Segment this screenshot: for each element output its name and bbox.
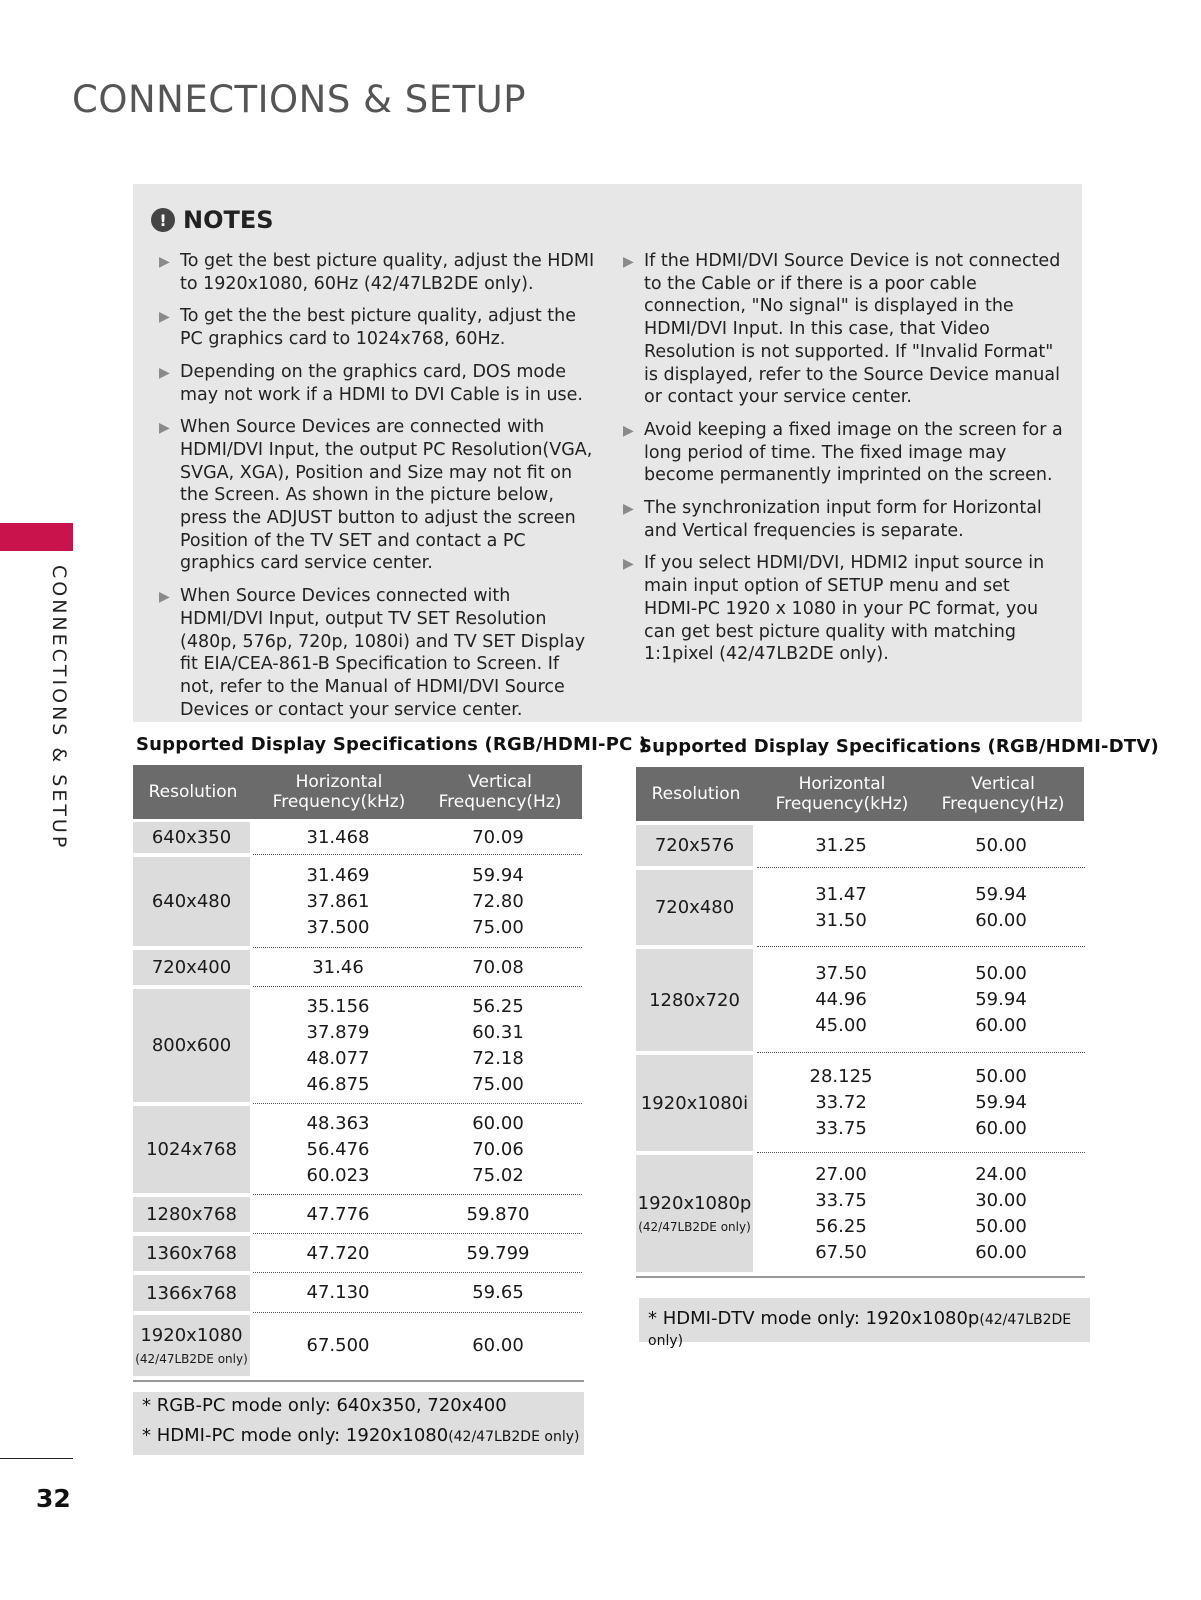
pc-table-caption: Supported Display Specifications (RGB/HDMI-PC ) bbox=[136, 734, 648, 755]
dtv-values-block bbox=[756, 823, 1086, 868]
pc-vertical-frequency: 60.00 70.06 75.02 bbox=[472, 1112, 524, 1186]
bullet-arrow-icon: ▶ bbox=[159, 364, 170, 381]
pc-resolution-cell bbox=[133, 1106, 250, 1193]
dtv-horizontal-frequency: 28.125 33.72 33.75 bbox=[809, 1066, 873, 1139]
pc-values-block bbox=[253, 987, 583, 1104]
pc-values-block bbox=[253, 855, 583, 948]
dtv-horizontal-frequency: 27.00 33.75 56.25 67.50 bbox=[815, 1163, 867, 1263]
pc-vertical-frequency: 59.870 bbox=[466, 1203, 530, 1225]
dtv-header-resolution: Resolution bbox=[651, 784, 741, 804]
pc-vertical-frequency: 59.65 bbox=[472, 1282, 524, 1303]
bullet-arrow-icon: ▶ bbox=[159, 254, 170, 270]
dtv-footnote-box bbox=[639, 1298, 1090, 1349]
dtv-header-horizontal-line1: Horizontal bbox=[798, 774, 886, 794]
pc-table-header bbox=[133, 765, 582, 819]
bullet-arrow-icon: ▶ bbox=[159, 589, 170, 606]
dtv-vertical-frequency: 50.00 bbox=[975, 834, 1027, 856]
dtv-resolution-cell bbox=[636, 1155, 753, 1272]
pc-resolution-cell bbox=[133, 1197, 250, 1232]
pc-resolution-label: 1366x768 bbox=[146, 1282, 237, 1304]
note-item bbox=[623, 419, 1063, 487]
notes-header bbox=[151, 206, 274, 234]
note-text: Avoid keeping a fixed image on the screen for a long period of time. The fixed image may become permanently imprinted on the screen. bbox=[644, 419, 1063, 486]
pc-resolution-cell bbox=[133, 950, 250, 985]
bullet-arrow-icon: ▶ bbox=[623, 501, 634, 518]
dtv-resolution-label: 720x480 bbox=[654, 897, 735, 918]
pc-vertical-frequency: 60.00 bbox=[472, 1334, 524, 1356]
dtv-footnote-model: (42/47LB2DE only) bbox=[648, 1312, 1072, 1349]
pc-horizontal-frequency: 48.363 56.476 60.023 bbox=[306, 1112, 370, 1186]
pc-header-horizontal-line1: Horizontal bbox=[295, 772, 383, 792]
pc-resolution-label: 640x350 bbox=[151, 827, 232, 848]
pc-header-vertical-line1: Vertical bbox=[468, 772, 532, 792]
pc-resolution-cell bbox=[133, 822, 250, 853]
dtv-resolution-label: 720x576 bbox=[654, 835, 735, 856]
pc-values-block bbox=[253, 948, 583, 987]
pc-values-block bbox=[253, 1234, 583, 1273]
pc-values-block bbox=[253, 1313, 583, 1378]
bullet-arrow-icon: ▶ bbox=[623, 422, 634, 439]
pc-values-block bbox=[253, 820, 583, 855]
dtv-footnote-main: * HDMI-DTV mode only: 1920x1080p bbox=[648, 1308, 980, 1329]
pc-horizontal-frequency: 31.468 bbox=[306, 826, 370, 848]
pc-resolution-label: 1360x768 bbox=[146, 1243, 237, 1264]
dtv-vertical-frequency: 50.00 59.94 60.00 bbox=[975, 963, 1027, 1036]
bullet-arrow-icon: ▶ bbox=[159, 420, 170, 437]
dtv-footnote bbox=[648, 1308, 1090, 1350]
pc-horizontal-frequency: 35.156 37.879 48.077 46.875 bbox=[306, 995, 370, 1095]
dtv-table-caption: Supported Display Specifications (RGB/HDMI-DTV) bbox=[639, 736, 1159, 757]
dtv-table-bottom-rule bbox=[636, 1276, 1085, 1278]
pc-vertical-frequency: 59.94 72.80 75.00 bbox=[472, 864, 524, 938]
notes-left-column bbox=[159, 250, 595, 731]
pc-header-horizontal bbox=[253, 772, 425, 812]
pc-footnote-box bbox=[133, 1392, 584, 1455]
pc-table-bottom-rule bbox=[133, 1380, 584, 1382]
pc-footnote-hdmi-model: (42/47LB2DE only) bbox=[448, 1429, 580, 1445]
page-title: CONNECTIONS & SETUP bbox=[72, 78, 527, 121]
pc-resolution-label: 720x400 bbox=[151, 957, 232, 978]
bullet-arrow-icon: ▶ bbox=[623, 254, 634, 270]
note-text: The synchronization input form for Horizontal and Vertical frequencies is separate. bbox=[644, 498, 1042, 541]
note-text: If the HDMI/DVI Source Device is not connected to the Cable or if there is a poor cable connection, "No signal" is displayed in the HDMI/DVI Input. In this case, that Video Resolution is not supported. If "Invalid Format" is displayed, refer to the Source Device manual or contact your service center. bbox=[644, 251, 1061, 408]
page-number: 32 bbox=[36, 1484, 71, 1513]
pc-footnote-hdmi bbox=[142, 1425, 579, 1446]
pc-header-resolution: Resolution bbox=[148, 782, 238, 802]
dtv-table-header bbox=[636, 767, 1084, 821]
note-item bbox=[159, 361, 595, 406]
dtv-vertical-frequency: 59.94 60.00 bbox=[975, 883, 1027, 931]
pc-resolution-cell bbox=[133, 1315, 250, 1376]
pc-footnote-hdmi-main: * HDMI-PC mode only: 1920x1080 bbox=[142, 1425, 449, 1446]
note-item bbox=[623, 250, 1063, 409]
note-item bbox=[623, 497, 1063, 542]
dtv-horizontal-frequency: 37.50 44.96 45.00 bbox=[815, 963, 867, 1036]
section-side-label: CONNECTIONS & SETUP bbox=[48, 565, 70, 851]
note-text: To get the the best picture quality, adjust the PC graphics card to 1024x768, 60Hz. bbox=[180, 306, 576, 350]
pc-horizontal-frequency: 31.46 bbox=[312, 956, 364, 978]
pc-values-block bbox=[253, 1273, 583, 1313]
pc-resolution-cell bbox=[133, 1275, 250, 1311]
note-item bbox=[159, 305, 595, 350]
note-item bbox=[159, 416, 595, 575]
bullet-arrow-icon: ▶ bbox=[623, 556, 634, 573]
dtv-horizontal-frequency: 31.47 31.50 bbox=[815, 883, 867, 931]
pc-resolution-label: 800x600 bbox=[151, 1035, 232, 1056]
pc-resolution-cell bbox=[133, 989, 250, 1102]
dtv-header-vertical bbox=[928, 774, 1078, 814]
dtv-values-block bbox=[756, 1053, 1086, 1153]
pc-values-block bbox=[253, 1104, 583, 1195]
note-item bbox=[159, 250, 595, 295]
dtv-values-block bbox=[756, 947, 1086, 1053]
pc-resolution-cell bbox=[133, 1236, 250, 1271]
note-text: To get the best picture quality, adjust the HDMI to 1920x1080, 60Hz (42/47LB2DE only). bbox=[180, 251, 595, 294]
pc-vertical-frequency: 56.25 60.31 72.18 75.00 bbox=[472, 995, 524, 1095]
footer-rule bbox=[0, 1458, 73, 1459]
note-item bbox=[623, 552, 1063, 666]
pc-header-horizontal-line2: Frequency(kHz) bbox=[272, 792, 406, 812]
pc-horizontal-frequency: 31.469 37.861 37.500 bbox=[306, 864, 370, 938]
pc-resolution-label: 1024x768 bbox=[146, 1139, 237, 1160]
pc-resolution-label: 1280x768 bbox=[146, 1204, 237, 1225]
note-text: If you select HDMI/DVI, HDMI2 input source in main input option of SETUP menu and set HDMI-PC 1920 x 1080 in your PC format, you can get best picture quality with matching 1:1pixel (42/47LB2DE only). bbox=[644, 553, 1045, 665]
pc-horizontal-frequency: 47.130 bbox=[306, 1282, 370, 1303]
pc-horizontal-frequency: 67.500 bbox=[306, 1334, 370, 1356]
note-item bbox=[159, 585, 595, 721]
pc-header-vertical-line2: Frequency(Hz) bbox=[438, 792, 562, 812]
pc-values-block bbox=[253, 1195, 583, 1234]
dtv-resolution-label: 1920x1080p bbox=[637, 1193, 752, 1214]
pc-vertical-frequency: 70.08 bbox=[472, 956, 524, 978]
dtv-resolution-cell bbox=[636, 949, 753, 1051]
pc-resolution-label: 1920x1080 bbox=[140, 1325, 243, 1346]
dtv-resolution-cell bbox=[636, 825, 753, 866]
section-tab-marker bbox=[0, 523, 73, 551]
pc-horizontal-frequency: 47.776 bbox=[306, 1203, 370, 1225]
dtv-header-horizontal bbox=[756, 774, 928, 814]
bullet-arrow-icon: ▶ bbox=[159, 309, 170, 326]
notes-right-column bbox=[623, 250, 1063, 676]
dtv-resolution-cell bbox=[636, 1055, 753, 1151]
pc-horizontal-frequency: 47.720 bbox=[306, 1242, 370, 1264]
note-text: When Source Devices connected with HDMI/DVI Input, output TV SET Resolution (480p, 576p, 720p, 1080i) and TV SET Display fit EIA/CEA-861-B Specification to Screen. If not, refer to the Manual of HDMI/DVI Source Devices or contact your service center. bbox=[180, 586, 586, 720]
pc-resolution-label: 640x480 bbox=[151, 891, 232, 912]
dtv-header-horizontal-line2: Frequency(kHz) bbox=[775, 794, 909, 814]
pc-header-vertical bbox=[425, 772, 575, 812]
pc-vertical-frequency: 59.799 bbox=[466, 1242, 530, 1264]
dtv-resolution-label: 1280x720 bbox=[649, 989, 740, 1011]
dtv-values-block bbox=[756, 1153, 1086, 1274]
note-text: Depending on the graphics card, DOS mode may not work if a HDMI to DVI Cable is in use. bbox=[180, 361, 583, 405]
pc-resolution-cell bbox=[133, 857, 250, 946]
dtv-header-vertical-line2: Frequency(Hz) bbox=[941, 794, 1065, 814]
dtv-vertical-frequency: 50.00 59.94 60.00 bbox=[975, 1066, 1027, 1139]
dtv-vertical-frequency: 24.00 30.00 50.00 60.00 bbox=[975, 1163, 1027, 1263]
dtv-values-block bbox=[756, 868, 1086, 947]
notes-title: NOTES bbox=[183, 206, 274, 234]
note-text: When Source Devices are connected with HDMI/DVI Input, the output PC Resolution(VGA, SVGA, XGA), Position and Size may not fit on the Screen. As shown in the picture below, press the ADJUST button to adjust the screen Position of the TV SET and contact a PC graphics card service center. bbox=[180, 417, 593, 574]
dtv-resolution-note: (42/47LB2DE only) bbox=[638, 1220, 751, 1234]
pc-vertical-frequency: 70.09 bbox=[472, 826, 524, 848]
dtv-resolution-cell bbox=[636, 870, 753, 945]
dtv-horizontal-frequency: 31.25 bbox=[815, 834, 867, 856]
pc-footnote-rgb: * RGB-PC mode only: 640x350, 720x400 bbox=[142, 1395, 507, 1416]
dtv-header-vertical-line1: Vertical bbox=[971, 774, 1035, 794]
dtv-resolution-label: 1920x1080i bbox=[640, 1092, 749, 1114]
pc-resolution-note: (42/47LB2DE only) bbox=[135, 1352, 248, 1366]
exclamation-icon: ! bbox=[151, 208, 175, 232]
notes-box bbox=[133, 184, 1082, 722]
